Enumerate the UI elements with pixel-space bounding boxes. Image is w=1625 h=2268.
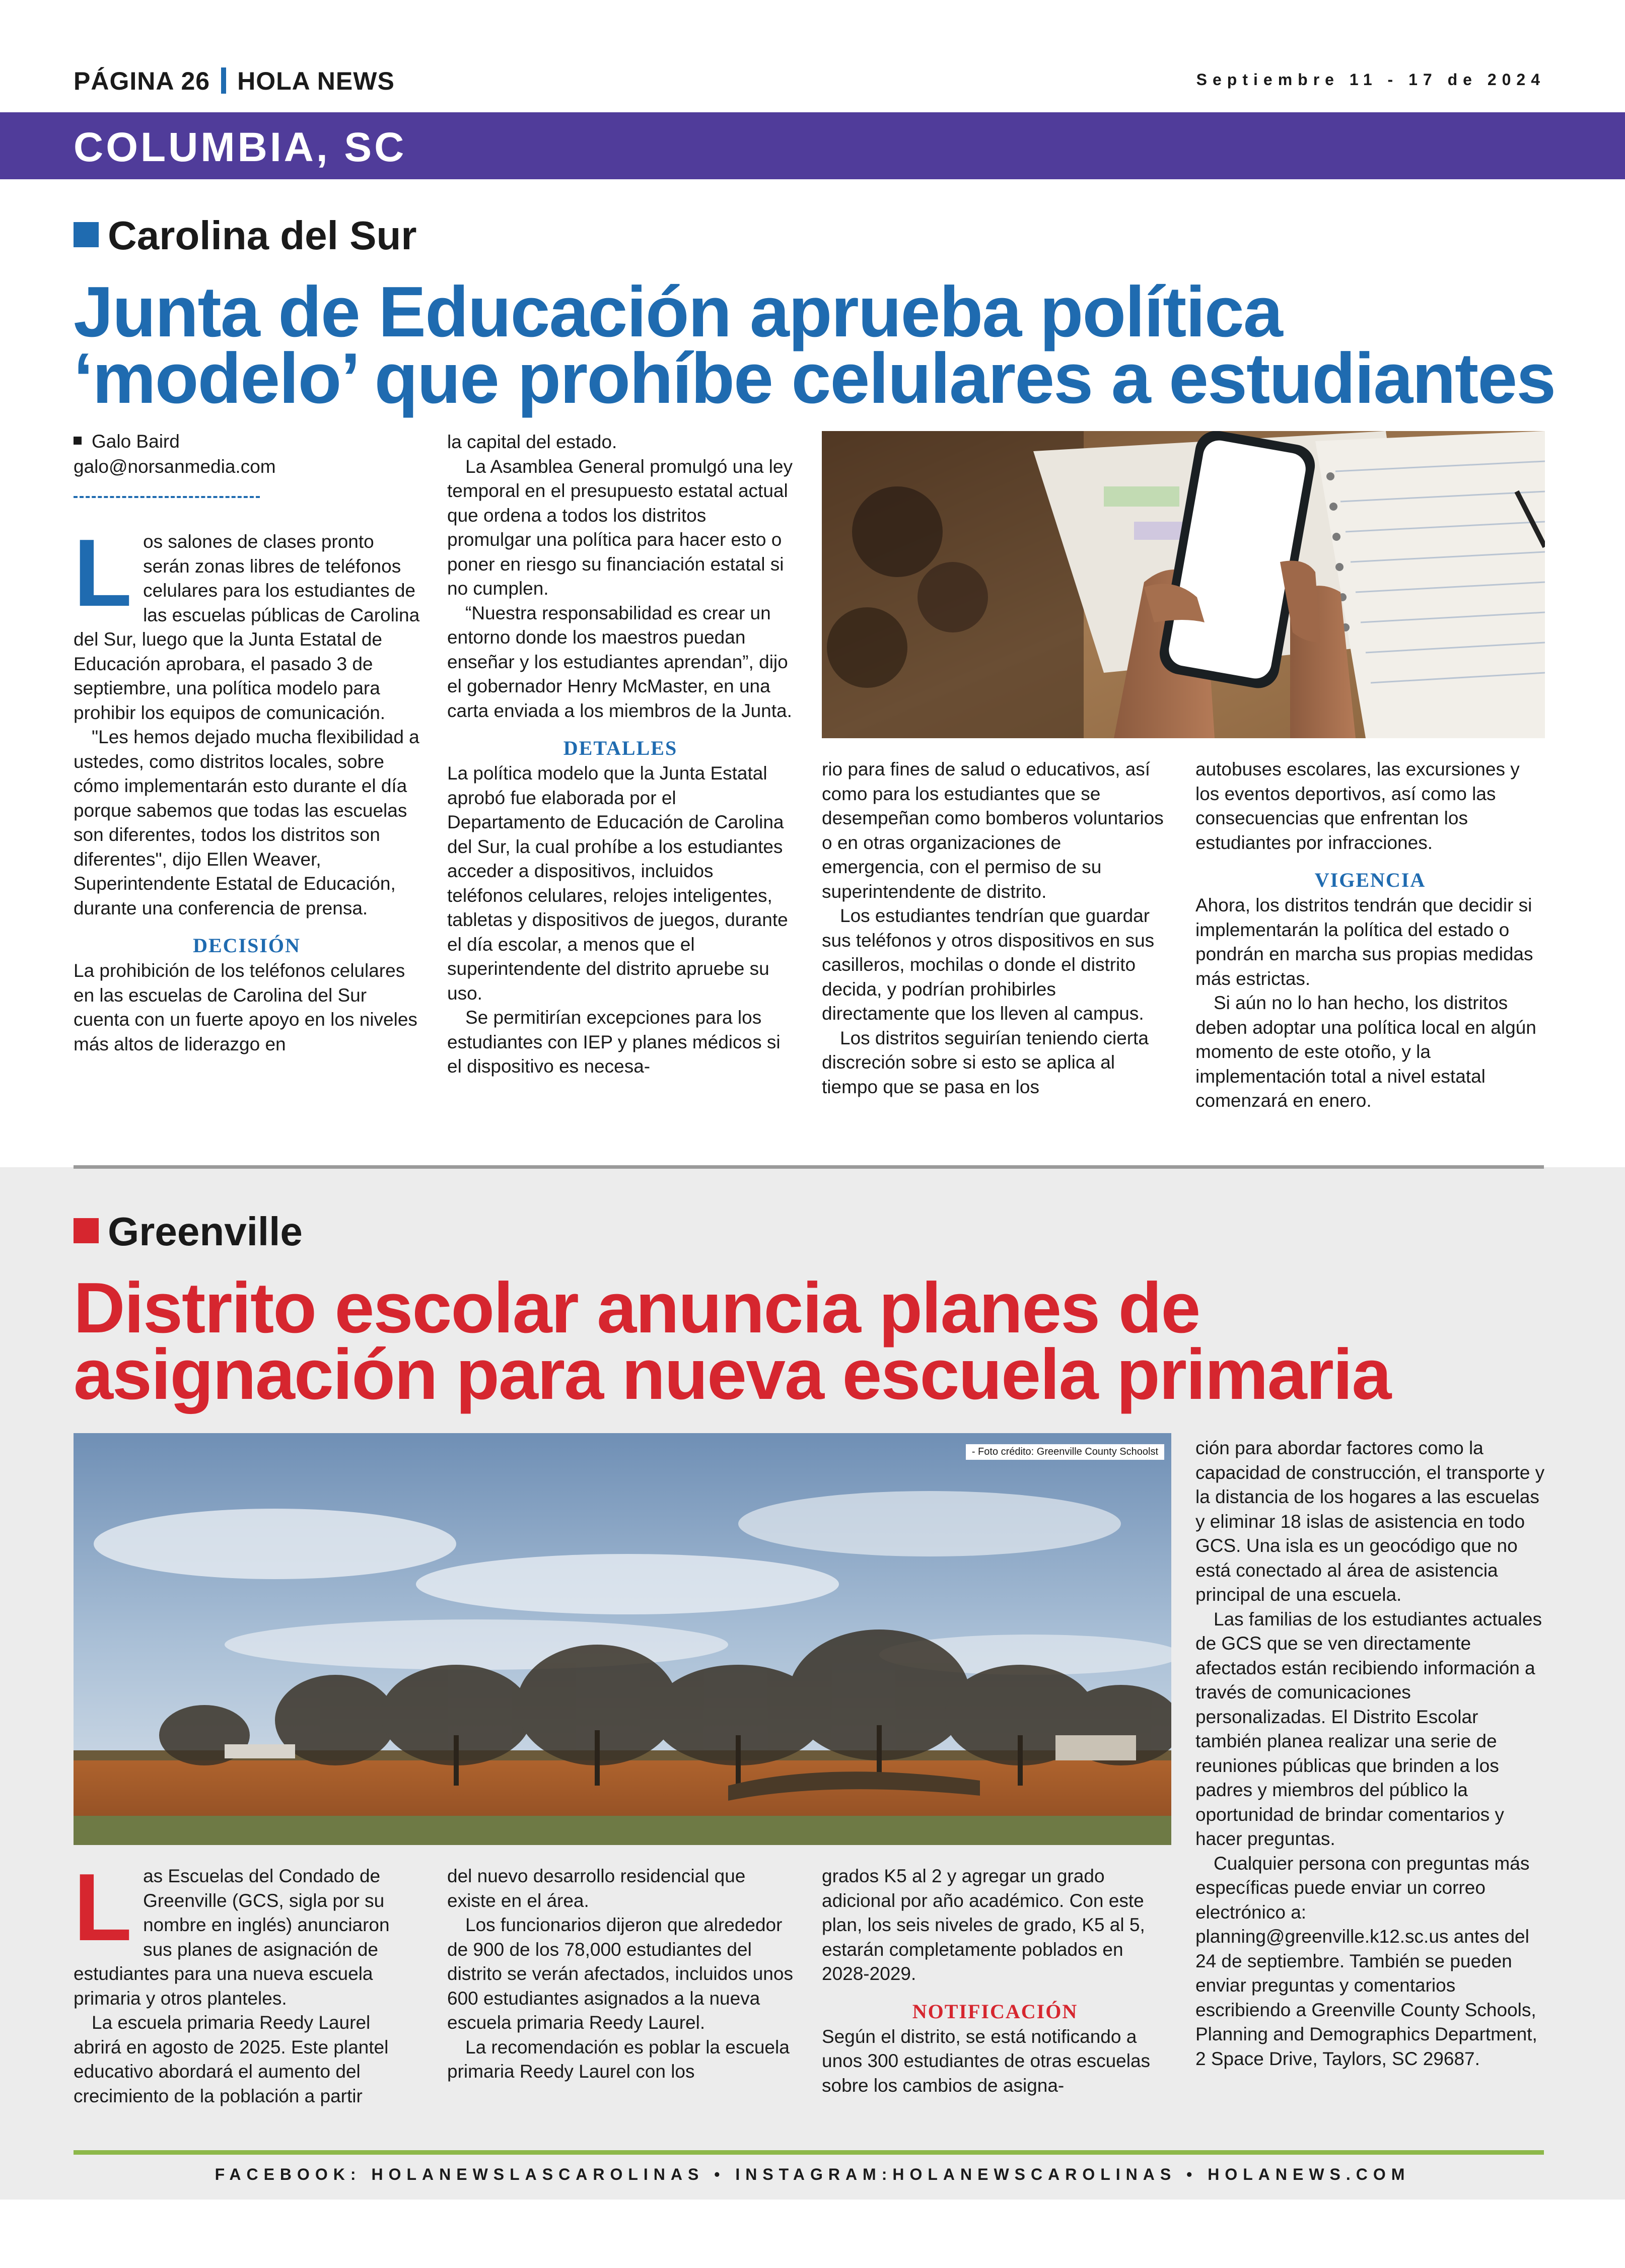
- square-bullet-icon: [74, 222, 99, 247]
- article1-section-label: [74, 212, 416, 259]
- article1-headline: [74, 272, 1556, 418]
- paragraph: La escuela primaria Reedy Laurel abrirá en agosto de 2025. Este plantel educativo abordará el aumento del crecimiento de la población a partir: [74, 2012, 389, 2106]
- byline-rule: [74, 496, 260, 498]
- footer-social-links: FACEBOOK: HOLANEWSLASCAROLINAS • INSTAGRAM:HOLANEWSCAROLINAS • HOLANEWS.COM: [215, 2165, 1410, 2183]
- article2-section-label: [74, 1209, 303, 1255]
- paragraph: La política modelo que la Junta Estatal aprobó fue elaborada por el Departamento de Educación de Carolina del Sur, la cual prohíbe a los estudiantes acceder a dispositivos, incluidos teléfonos celulares, relojes inteligentes, tabletas y dispositivos de juegos, durante el día escolar, a menos que el superintendente del distrito apruebe su uso.: [447, 763, 788, 1004]
- article1-headline-line2: ‘modelo’ que prohíbe celulares a estudiantes: [74, 338, 1556, 418]
- section-divider: [74, 1165, 1544, 1169]
- article2-headline-line1: Distrito escolar anuncia planes de: [74, 1268, 1200, 1348]
- article1-headline-line1: Junta de Educación aprueba política: [74, 272, 1282, 352]
- paragraph: Ahora, los distritos tendrán que decidir si implementarán la política del estado o pondrán en marcha sus propias medidas más estrictas.: [1195, 895, 1533, 989]
- article1-section-text: Carolina del Sur: [108, 213, 417, 258]
- smartphone-in-hands-photo: [822, 431, 1545, 738]
- byline-bullet-icon: [74, 437, 82, 445]
- paragraph: del nuevo desarrollo residencial que existe en el área.: [447, 1866, 746, 1911]
- page-header: [74, 66, 395, 96]
- paragraph: “Nuestra responsabilidad es crear un entorno donde los maestros puedan enseñar y los estudiantes aprendan”, dijo el gobernador Henry McMaster, en una carta enviada a los miembros de la Junta.: [447, 602, 792, 721]
- dropcap: L: [74, 1854, 132, 1961]
- article1-column-3: [822, 757, 1168, 1099]
- paragraph: La Asamblea General promulgó una ley temporal en el presupuesto estatal actual que ordena a todos los distritos promulgar una política para hacer esto o poner en riesgo su financiación estatal si no cumplen.: [447, 456, 793, 599]
- byline: [74, 429, 276, 479]
- subheading-details: DETALLES: [563, 737, 678, 759]
- paragraph: La recomendación es poblar la escuela primaria Reedy Laurel con los: [447, 2036, 790, 2082]
- paragraph: La prohibición de los teléfonos celulares en las escuelas de Carolina del Sur cuenta con un fuerte apoyo en los niveles más altos de liderazgo en: [74, 960, 417, 1054]
- subheading-notificacion: NOTIFICACIÓN: [912, 2000, 1078, 2023]
- paragraph: autobuses escolares, las excursiones y los eventos deportivos, así como las consecuencias que enfrentan los estudiantes por infracciones.: [1195, 759, 1520, 853]
- paragraph: Los funcionarios dijeron que alrededor de 900 de los 78,000 estudiantes del distrito se verán afectados, incluidos unos 600 estudiantes asignados a la nueva escuela primaria Reedy Laurel.: [447, 1915, 793, 2033]
- paragraph: as Escuelas del Condado de Greenville (GCS, sigla por su nombre en inglés) anunciaron sus planes de asignación de estudiantes para una nueva escuela primaria y otros planteles.: [74, 1866, 390, 2009]
- paragraph: "Les hemos dejado mucha flexibilidad a ustedes, como distritos locales, sobre cómo implementarán esto durante el día porque sabemos que todas las escuelas son diferentes, todos los distritos son diferentes", dijo Ellen Weaver, Superintendente Estatal de Educación, durante una conferencia de prensa.: [74, 727, 419, 918]
- paragraph: Los distritos seguirían teniendo cierta discreción sobre si esto se aplica al tiempo que se pasa en los: [822, 1027, 1149, 1097]
- article2-column-2: [447, 1864, 794, 2084]
- issue-date: Septiembre 11 - 17 de 2024: [1196, 70, 1545, 89]
- paragraph: ción para abordar factores como la capacidad de construcción, el transporte y la distancia de los hogares a las escuelas y eliminar 18 islas de asistencia en todo GCS. Una isla es un geocódigo que no está conectado al área de asistencia principal de una escuela.: [1195, 1438, 1545, 1605]
- paragraph: Según el distrito, se está notificando a unos 300 estudiantes de otras escuelas sobre los cambios de asigna-: [822, 2026, 1151, 2096]
- paragraph: Cualquier persona con preguntas más específicas puede enviar un correo electrónico a: planning@greenville.k12.sc.us antes del 24 de septiembre. También se pueden enviar preguntas y comentarios escribiendo a Greenville County Schools, Planning and Demographics Department, 2 Space Drive, Taylors, SC 29687.: [1195, 1853, 1537, 2069]
- photo-credit: - Foto crédito: Greenville County Schoolst: [966, 1444, 1164, 1460]
- article1-column-2: [447, 430, 794, 1079]
- byline-email[interactable]: galo@norsanmedia.com: [74, 456, 276, 477]
- article2-column-1: [74, 1854, 420, 2108]
- paragraph: Si aún no lo han hecho, los distritos deben adoptar una política local en algún momento de este otoño, y la implementación total a nivel estatal comenzará en enero.: [1195, 993, 1536, 1111]
- article2-column-3: [822, 1864, 1168, 2098]
- paragraph: grados K5 al 2 y agregar un grado adicional por año académico. Con este plan, los seis niveles de grado, K5 al 5, estarán completamente poblados en 2028-2029.: [822, 1866, 1145, 1984]
- article1-column-4: [1195, 757, 1545, 1113]
- construction-site-landscape-photo: [74, 1433, 1171, 1845]
- paragraph: Las familias de los estudiantes actuales de GCS que se ven directamente afectados están recibiendo información a través de comunicaciones personalizadas. El Distrito Escolar también planea realizar una serie de reuniones públicas que brinden a los padres y miembros del público la oportunidad de brindar comentarios y hacer preguntas.: [1195, 1608, 1542, 1849]
- paragraph: Se permitirían excepciones para los estudiantes con IEP y planes médicos si el dispositivo es necesa-: [447, 1007, 781, 1077]
- square-bullet-icon: [74, 1218, 99, 1243]
- footer-rule: [74, 2150, 1544, 2155]
- byline-name: Galo Baird: [92, 431, 180, 452]
- paragraph: la capital del estado.: [447, 432, 617, 452]
- article2-headline-line2: asignación para nueva escuela primaria: [74, 1334, 1391, 1414]
- region-label: COLUMBIA, SC: [74, 124, 407, 170]
- article1-column-1: [74, 520, 420, 1056]
- subheading-vigencia: VIGENCIA: [1314, 869, 1426, 891]
- article2-headline: [74, 1268, 1391, 1414]
- publication-name: HOLA NEWS: [237, 67, 395, 95]
- dropcap: L: [74, 520, 132, 626]
- article2-section-text: Greenville: [108, 1209, 303, 1254]
- paragraph: os salones de clases pronto serán zonas libres de teléfonos celulares para los estudiantes de las escuelas públicas de Carolina del Sur, luego que la Junta Estatal de Educación aprobara, el pasado 3 de septiembre, una política modelo para prohibir los equipos de comunicación.: [74, 531, 420, 723]
- paragraph: Los estudiantes tendrían que guardar sus teléfonos y otros dispositivos en sus casilleros, mochilas o donde el distrito decida, y podrían prohibirles directamente que los lleven al campus.: [822, 905, 1155, 1024]
- paragraph: rio para fines de salud o educativos, así como para los estudiantes que se desempeñan como bomberos voluntarios o en otras organizaciones de emergencia, con el permiso de su superintendente de distrito.: [822, 759, 1164, 902]
- page-number: PÁGINA 26: [74, 67, 210, 95]
- subheading-decision: DECISIÓN: [193, 934, 301, 957]
- article2-column-4: [1195, 1436, 1545, 2071]
- header-divider: [221, 67, 226, 94]
